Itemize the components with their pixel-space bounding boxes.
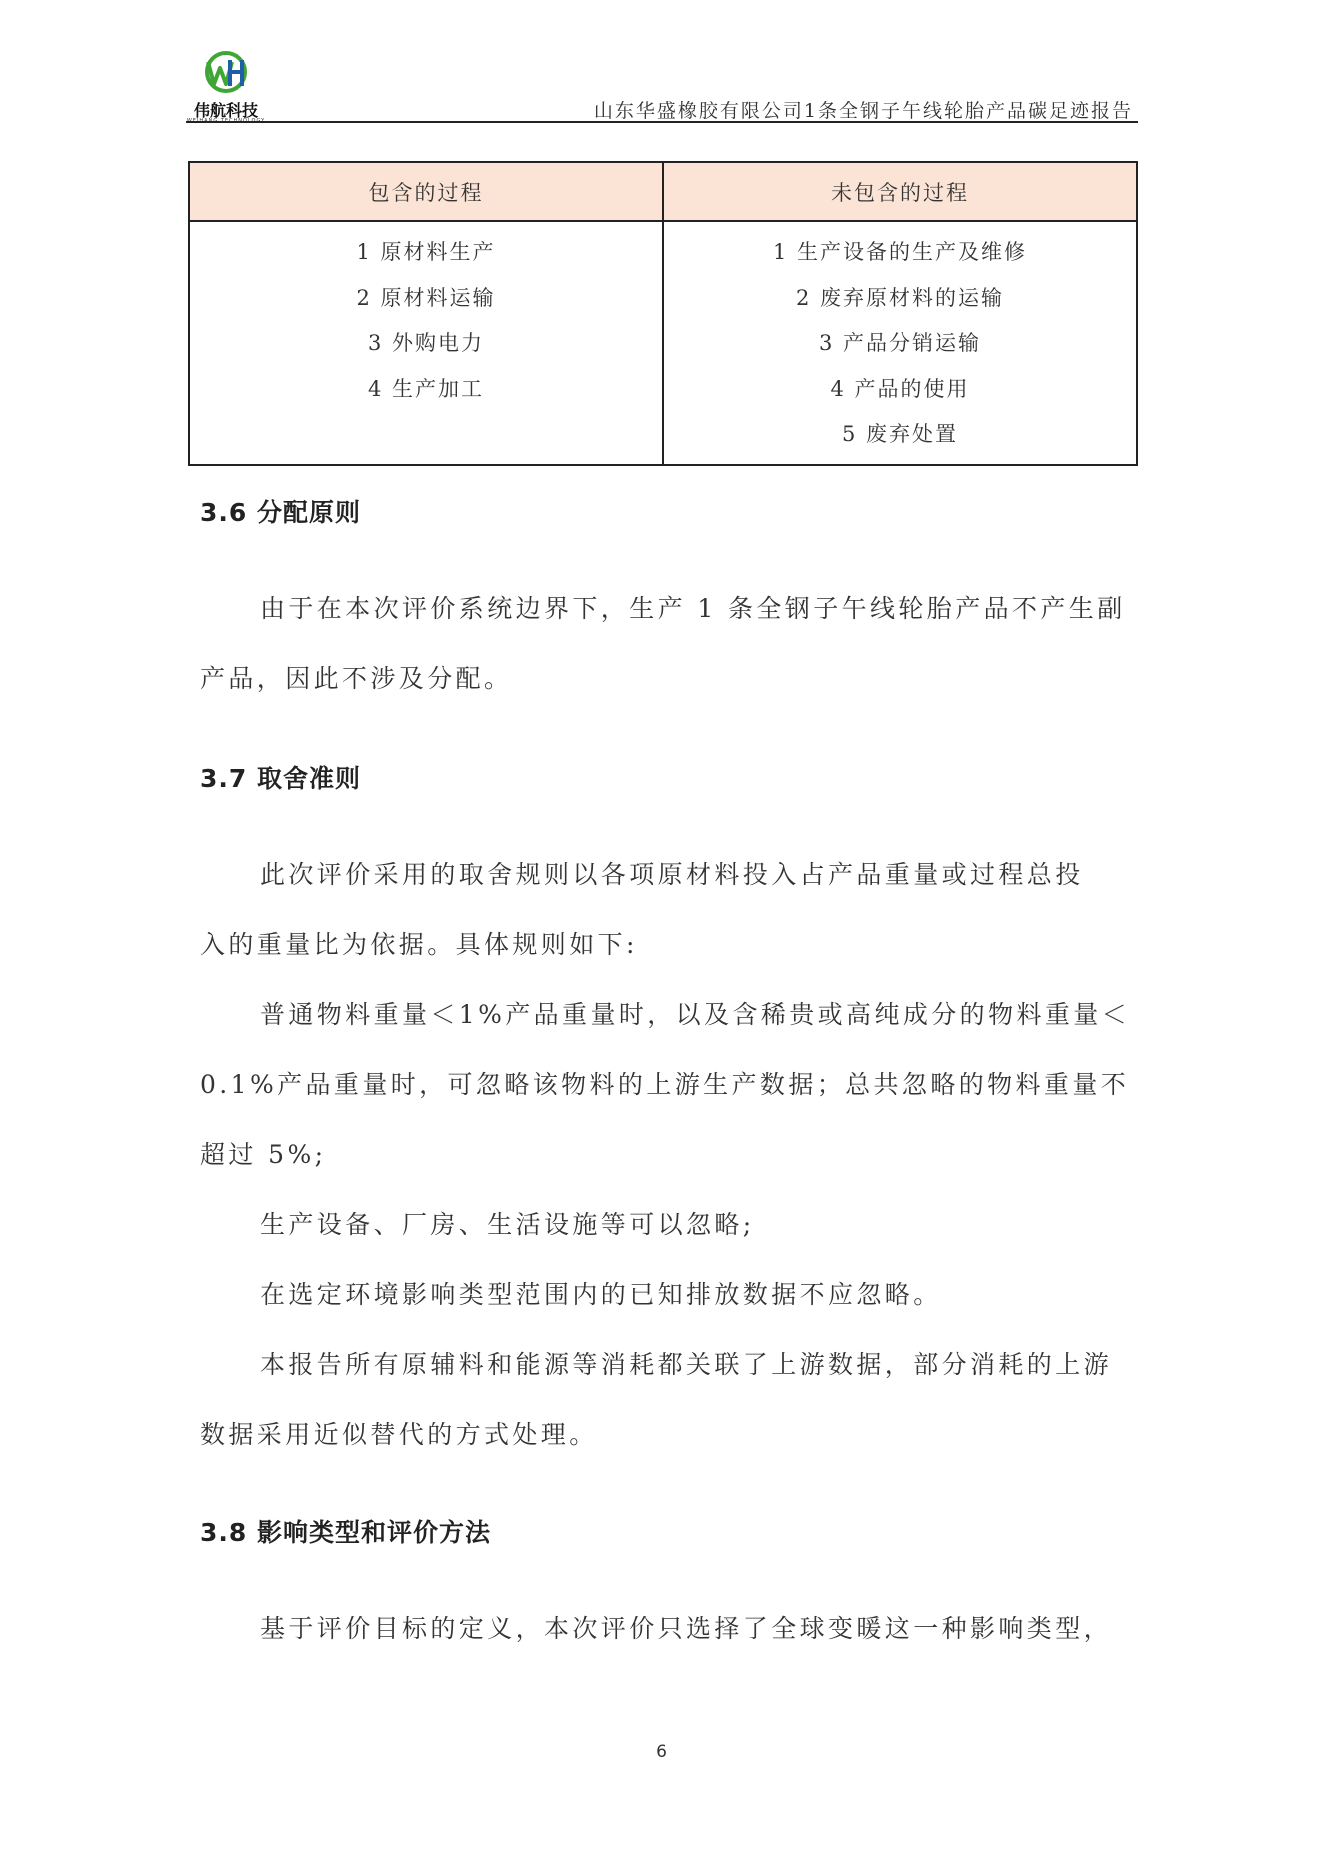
paragraph-line: 产品，因此不涉及分配。 [200,664,513,693]
excluded-process-item: 5 废弃处置 [841,422,959,446]
section-3-6-body [200,574,1130,714]
included-process-item: 3 外购电力 [367,331,485,355]
company-logo [186,50,266,125]
excluded-process-item: 1 生产设备的生产及维修 [772,240,1028,264]
header-divider [186,121,1138,123]
section-3-8-body [200,1594,1130,1664]
excluded-process-item: 3 产品分销运输 [818,331,982,355]
included-process-item: 1 原材料生产 [356,240,496,264]
excluded-processes-cell [663,221,1137,465]
included-process-item: 2 原材料运输 [356,285,496,310]
page-number: 6 [656,1742,667,1762]
paragraph-line: 在选定环境影响类型范围内的已知排放数据不应忽略。 [260,1280,942,1309]
process-boundary-table [188,161,1138,466]
excluded-process-item: 4 产品的使用 [830,376,970,401]
included-process-item: 4 生产加工 [367,376,485,401]
table-header-excluded: 未包含的过程 [663,162,1137,221]
paragraph-line: 由于在本次评价系统边界下，生产 1 条全钢子午线轮胎产品不产生副 [260,594,1126,623]
excluded-process-item: 2 废弃原材料的运输 [795,285,1005,310]
paragraph-line: 普通物料重量＜1%产品重量时，以及含稀贵或高纯成分的物料重量＜ [260,1000,1131,1029]
logo-text: 伟航科技 [193,101,258,120]
section-heading-3-7: 3.7 取舍准则 [200,764,361,793]
paragraph-line: 0.1%产品重量时，可忽略该物料的上游生产数据；总共忽略的物料重量不 [200,1070,1130,1099]
table-header-included: 包含的过程 [189,162,663,221]
section-heading-3-6: 3.6 分配原则 [200,498,361,527]
logo-mark-icon [194,50,258,98]
section-3-7-body [200,840,1130,1470]
paragraph-line: 此次评价采用的取舍规则以各项原材料投入占产品重量或过程总投 [260,860,1084,889]
paragraph-line: 本报告所有原辅料和能源等消耗都关联了上游数据，部分消耗的上游 [260,1350,1113,1379]
logo-subtext: WEIHANG TECHNOLOGY [186,118,266,124]
included-processes-cell [189,221,663,465]
paragraph-line: 入的重量比为依据。具体规则如下: [200,930,638,959]
paragraph-line: 数据采用近似替代的方式处理。 [200,1420,598,1449]
paragraph-line: 基于评价目标的定义，本次评价只选择了全球变暖这一种影响类型， [260,1614,1113,1643]
section-heading-3-8: 3.8 影响类型和评价方法 [200,1518,491,1547]
paragraph-line: 超过 5%; [200,1140,327,1169]
report-header-title: 山东华盛橡胶有限公司1条全钢子午线轮胎产品碳足迹报告 [593,100,1133,122]
paragraph-line: 生产设备、厂房、生活设施等可以忽略; [260,1210,755,1239]
